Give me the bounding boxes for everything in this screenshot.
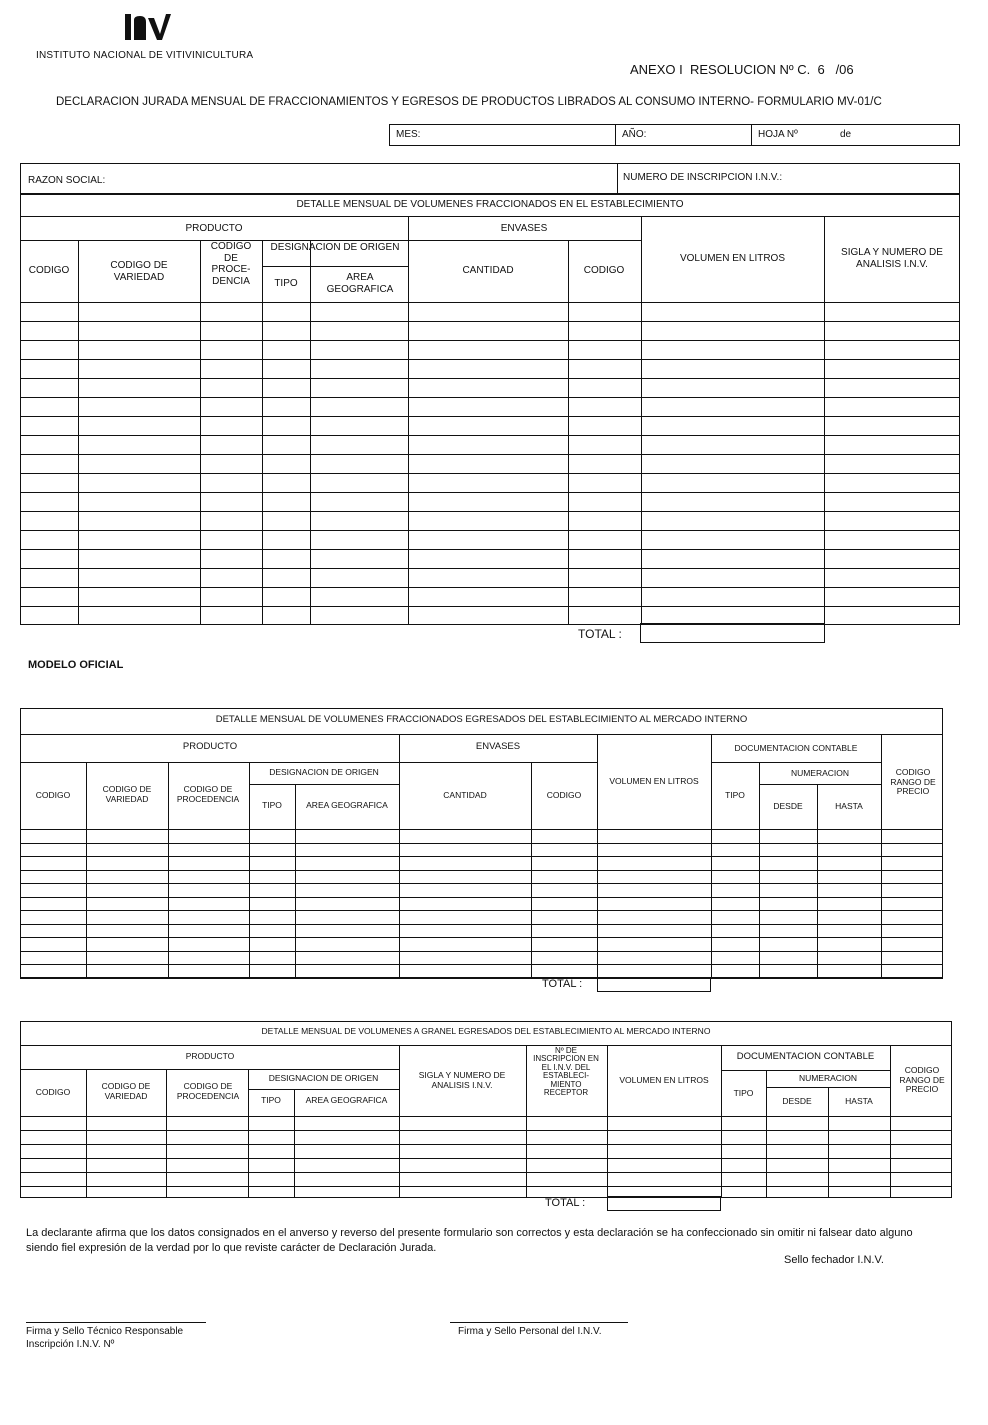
table1-sigla-header: SIGLA Y NUMERO DE ANALISIS I.N.V. — [841, 247, 943, 270]
table2-designacion-header: DESIGNACION DE ORIGEN — [269, 767, 379, 777]
table-row-line — [20, 843, 943, 844]
anio-field[interactable]: AÑO: — [622, 129, 647, 140]
table1-volumen-header: VOLUMEN EN LITROS — [679, 253, 786, 264]
grid-vline — [817, 784, 818, 978]
table2-env-codigo-header: CODIGO — [546, 790, 582, 800]
table1-envases-header: ENVASES — [500, 223, 548, 234]
grid-vline — [824, 216, 825, 625]
table-row-line — [20, 568, 960, 569]
table3-tipo-header: TIPO — [261, 1095, 281, 1105]
table1-tipo-header: TIPO — [274, 278, 298, 289]
table2-rango-header: CODIGO RANGO DE PRECIO — [890, 767, 936, 797]
table1-designacion-header: DESIGNACION DE ORIGEN — [270, 242, 400, 253]
form-title: DECLARACION JURADA MENSUAL DE FRACCIONAMIENTOS Y EGRESOS DE PRODUCTOS LIBRADOS AL CONSUMO INTERNO- FORMULARIO MV-01/C — [56, 96, 882, 108]
table2-cantidad-header: CANTIDAD — [443, 790, 487, 800]
table-row-line — [20, 473, 960, 474]
table3-codigo-header: CODIGO — [35, 1087, 71, 1097]
inscripcion-inv-label: Inscripción I.N.V. Nº — [26, 1339, 115, 1350]
table-row-line — [20, 829, 943, 830]
table3-producto-header: PRODUCTO — [185, 1051, 235, 1061]
inscripcion-field[interactable]: NUMERO DE INSCRIPCION I.N.V.: — [623, 172, 783, 183]
table-row-line — [20, 1186, 952, 1187]
table-row-line — [20, 378, 960, 379]
table2-total-field[interactable] — [597, 977, 711, 992]
razon-social-box — [20, 163, 960, 194]
table-row-line — [20, 964, 943, 965]
table3-total-field[interactable] — [607, 1196, 721, 1211]
table3-rango-header: CODIGO RANGO DE PRECIO — [899, 1065, 945, 1095]
table1-procedencia-header: CODIGO DE PROCE-DENCIA — [210, 241, 252, 287]
table-row-line — [20, 340, 960, 341]
table1-area-header: AREA GEOGRAFICA — [326, 272, 394, 295]
table3-area-header: AREA GEOGRAFICA — [305, 1095, 388, 1105]
firma-tecnico-line — [26, 1322, 206, 1323]
hoja-field[interactable]: HOJA Nº — [758, 129, 798, 140]
table1-total-field[interactable] — [640, 623, 825, 643]
table-row-line — [20, 302, 960, 303]
table-row-line — [20, 1158, 952, 1159]
institute-name: INSTITUTO NACIONAL DE VITIVINICULTURA — [36, 50, 254, 61]
table3-title: DETALLE MENSUAL DE VOLUMENES A GRANEL EGRESADOS DEL ESTABLECIMIENTO AL MERCADO INTERNO — [261, 1026, 711, 1036]
table-row-line — [20, 951, 943, 952]
table3-desde-header: DESDE — [782, 1096, 812, 1106]
table3-hasta-header: HASTA — [845, 1096, 873, 1106]
hoja-de-label: de — [840, 129, 852, 140]
grid-vline — [408, 216, 409, 625]
grid-vline — [248, 1069, 249, 1198]
table-row-line — [20, 549, 960, 550]
table-row-line — [20, 435, 960, 436]
table2-producto-header: PRODUCTO — [182, 741, 238, 752]
sello-fechador: Sello fechador I.N.V. — [784, 1254, 884, 1266]
grid-vline — [721, 1045, 722, 1198]
table2-volumen-header: VOLUMEN EN LITROS — [609, 776, 699, 786]
table-row-line — [20, 910, 943, 911]
table-row-line — [20, 1144, 952, 1145]
table1-env-codigo-header: CODIGO — [583, 265, 625, 276]
table3-variedad-header: CODIGO DE VARIEDAD — [101, 1081, 151, 1101]
table-row-line — [20, 937, 943, 938]
table-row-line — [20, 416, 960, 417]
table3-procedencia-header: CODIGO DE PROCEDENCIA — [176, 1081, 240, 1101]
table-row-line — [20, 978, 943, 979]
table3-sigla-header: SIGLA Y NUMERO DE ANALISIS I.N.V. — [418, 1070, 506, 1090]
table2-hasta-header: HASTA — [835, 801, 863, 811]
table2-procedencia-header: CODIGO DE PROCEDENCIA — [176, 784, 240, 804]
table-row-line — [20, 587, 960, 588]
table-row-line — [20, 883, 943, 884]
table1-cantidad-header: CANTIDAD — [462, 265, 514, 276]
table2-codigo-header: CODIGO — [35, 790, 71, 800]
table1-codigo-header: CODIGO — [28, 265, 70, 276]
table-row-line — [20, 454, 960, 455]
table2-total-label: TOTAL : — [542, 978, 583, 990]
table-row-line — [20, 924, 943, 925]
table1-variedad-header: CODIGO DE VARIEDAD — [110, 260, 168, 283]
anexo-label: ANEXO I RESOLUCION Nº C. 6 /06 — [630, 62, 854, 77]
table3-total-label: TOTAL : — [545, 1197, 586, 1209]
table2-envases-header: ENVASES — [475, 741, 521, 752]
firma-tecnico-label: Firma y Sello Técnico Responsable — [26, 1326, 184, 1337]
table-row-line — [20, 606, 960, 607]
firma-personal-label: Firma y Sello Personal del I.N.V. — [458, 1326, 602, 1337]
table2-doc-header: DOCUMENTACION CONTABLE — [734, 743, 858, 753]
table-row-line — [20, 1116, 952, 1117]
mes-field[interactable]: MES: — [396, 129, 421, 140]
table3-doc-header: DOCUMENTACION CONTABLE — [736, 1051, 875, 1062]
inv-logo — [124, 12, 172, 42]
firma-personal-line — [450, 1322, 628, 1323]
period-box — [389, 124, 960, 146]
table3-volumen-header: VOLUMEN EN LITROS — [619, 1075, 709, 1085]
table-row-line — [20, 397, 960, 398]
declaration-text: La declarante afirma que los datos consignados en el anverso y reverso del presente formulario son correctos y esta declaración se ha confeccionado sin omitir ni falsear dato alguno siendo fiel expresión de la verdad por lo que reviste carácter de Declaración Jurada. — [26, 1227, 913, 1254]
table2-desde-header: DESDE — [773, 801, 803, 811]
table2-numeracion-header: NUMERACION — [790, 768, 850, 778]
grid-vline — [399, 1045, 400, 1198]
grid-vline — [641, 216, 642, 625]
table-row-line — [20, 856, 943, 857]
table3-doc-tipo-header: TIPO — [733, 1088, 754, 1098]
grid-vline — [828, 1087, 829, 1198]
table2-doc-tipo-header: TIPO — [725, 790, 745, 800]
grid-vline — [607, 1045, 608, 1198]
grid-vline — [295, 784, 296, 978]
table-row-line — [20, 870, 943, 871]
table2-area-header: AREA GEOGRAFICA — [306, 800, 388, 810]
table2-tipo-header: TIPO — [262, 800, 282, 810]
table-row-line — [20, 1130, 952, 1131]
table3-receptor-header: Nº DE INSCRIPCION EN EL I.N.V. DEL ESTABLECI-MIENTO RECEPTOR — [533, 1046, 599, 1097]
table1-title: DETALLE MENSUAL DE VOLUMENES FRACCIONADOS EN EL ESTABLECIMIENTO — [296, 199, 684, 210]
table3-numeracion-header: NUMERACION — [798, 1073, 858, 1083]
grid-vline — [166, 1069, 167, 1198]
table-row-line — [20, 359, 960, 360]
table1-total-label: TOTAL : — [578, 627, 622, 641]
razon-social-field[interactable]: RAZON SOCIAL: — [28, 175, 106, 186]
modelo-oficial: MODELO OFICIAL — [28, 659, 124, 671]
grid-vline — [766, 1070, 767, 1198]
table-row-line — [20, 492, 960, 493]
table-row-line — [20, 1172, 952, 1173]
table-row-line — [20, 530, 960, 531]
table2-title: DETALLE MENSUAL DE VOLUMENES FRACCIONADOS EGRESADOS DEL ESTABLECIMIENTO AL MERCADO INTERNO — [215, 714, 748, 725]
table-row-line — [20, 321, 960, 322]
table-row-line — [20, 897, 943, 898]
table2-variedad-header: CODIGO DE VARIEDAD — [102, 784, 152, 804]
table3-designacion-header: DESIGNACION DE ORIGEN — [268, 1073, 379, 1083]
table-row-line — [20, 511, 960, 512]
table1-producto-header: PRODUCTO — [185, 223, 243, 234]
grid-vline — [526, 1045, 527, 1198]
grid-vline — [86, 1069, 87, 1198]
grid-vline — [890, 1045, 891, 1198]
